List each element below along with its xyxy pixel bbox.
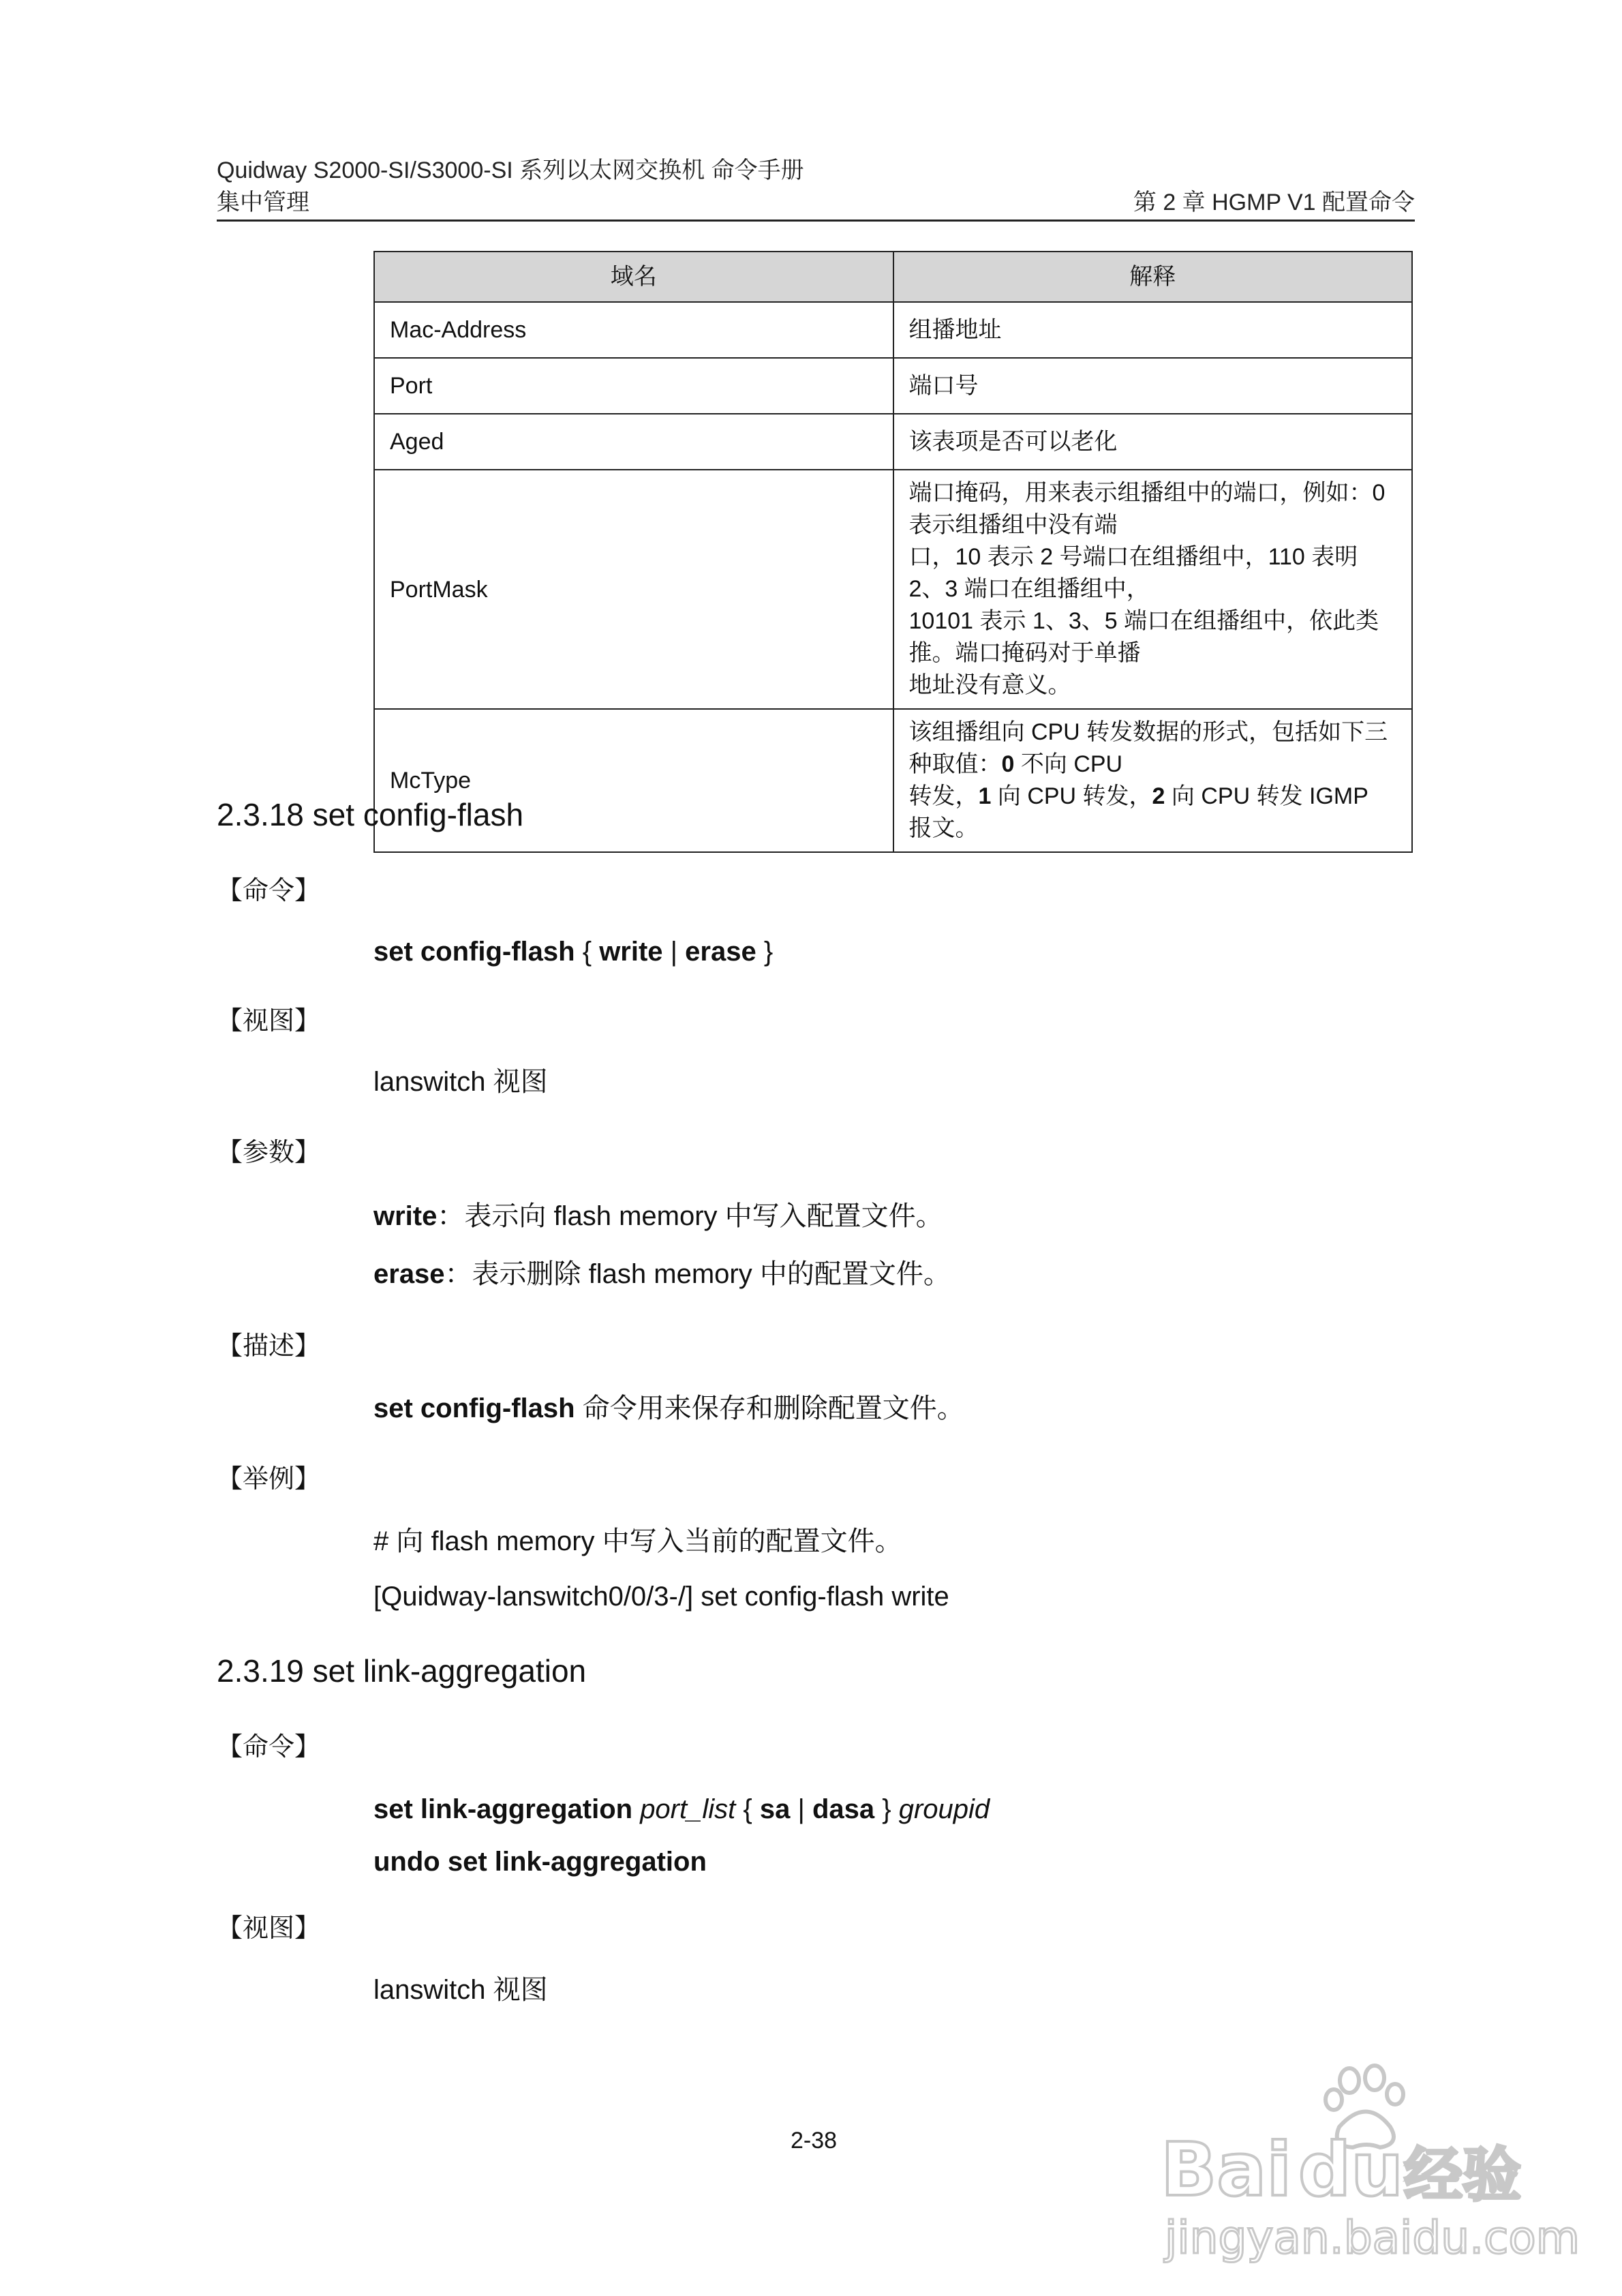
field-name-cell: Port	[374, 358, 893, 414]
desc-line: 地址没有意义。	[908, 672, 1071, 698]
section-title-set-link-aggregation: 2.3.19 set link-aggregation	[217, 1653, 587, 1689]
desc-line: 转发，1 向 CPU 转发，2 向 CPU 转发 IGMP 报文。	[908, 783, 1368, 841]
field-desc-cell: 组播地址	[893, 302, 1413, 358]
command-syntax: set config-flash { write | erase }	[373, 937, 774, 967]
label-description: 【描述】	[217, 1332, 321, 1361]
field-name-cell: PortMask	[374, 470, 893, 709]
page-number: 2-38	[791, 2128, 838, 2154]
table-row	[374, 414, 1412, 470]
field-desc-cell: 该表项是否可以老化	[893, 414, 1413, 470]
label-command: 【命令】	[217, 1733, 321, 1762]
label-view: 【视图】	[217, 1007, 321, 1036]
svg-text:du: du	[1298, 2128, 1404, 2213]
header-chapter: 第 2 章 HGMP V1 配置命令	[1133, 190, 1415, 215]
svg-text:经验: 经验	[1404, 2141, 1521, 2209]
view-text: lanswitch 视图	[373, 1067, 548, 1097]
label-command: 【命令】	[217, 877, 321, 905]
field-name-cell: Aged	[374, 414, 893, 470]
field-name-cell: McType	[374, 709, 893, 852]
desc-line: 端口掩码，用来表示组播组中的端口，例如：0 表示组播组中没有端	[908, 480, 1386, 538]
manual-title: Quidway S2000-SI/S3000-SI 系列以太网交换机 命令手册	[217, 157, 804, 183]
section-title-set-config-flash: 2.3.18 set config-flash	[217, 797, 524, 832]
view-text: lanswitch 视图	[373, 1975, 548, 2005]
table-row	[374, 358, 1412, 414]
table-row	[374, 709, 1412, 852]
svg-text:jingyan.baidu.com: jingyan.baidu.com	[1165, 2211, 1580, 2264]
svg-text:Bai: Bai	[1161, 2128, 1292, 2213]
example-comment: # 向 flash memory 中写入当前的配置文件。	[373, 1526, 902, 1556]
undo-command-syntax: undo set link-aggregation	[373, 1847, 707, 1877]
param-write: write：表示向 flash memory 中写入配置文件。	[373, 1201, 943, 1231]
field-description-table	[373, 251, 1413, 853]
field-desc-cell	[893, 709, 1413, 852]
desc-line: 口，10 表示 2 号端口在组播组中，110 表明 2、3 端口在组播组中，	[908, 544, 1358, 602]
example-command: [Quidway-lanswitch0/0/3-/] set config-flash write	[373, 1582, 949, 1612]
table-row	[374, 302, 1412, 358]
header-rule	[217, 220, 1415, 222]
table-row	[374, 470, 1412, 709]
field-name-cell: Mac-Address	[374, 302, 893, 358]
column-header-explanation: 解释	[893, 252, 1413, 302]
param-erase: erase：表示删除 flash memory 中的配置文件。	[373, 1259, 951, 1289]
description-text: set config-flash 命令用来保存和删除配置文件。	[373, 1393, 964, 1423]
command-syntax: set link-aggregation port_list { sa | dasa } groupid	[373, 1794, 990, 1824]
desc-line: 10101 表示 1、3、5 端口在组播组中，依此类推。端口掩码对于单播	[908, 608, 1379, 666]
field-desc-cell: 端口号	[893, 358, 1413, 414]
header-section-left: 集中管理	[217, 190, 309, 215]
table-header-row	[374, 252, 1412, 302]
baidu-jingyan-watermark	[1155, 2059, 1580, 2264]
column-header-field: 域名	[374, 252, 893, 302]
label-parameters: 【参数】	[217, 1138, 321, 1167]
label-example: 【举例】	[217, 1465, 321, 1494]
field-desc-cell	[893, 470, 1413, 709]
label-view: 【视图】	[217, 1914, 321, 1943]
desc-line: 该组播组向 CPU 转发数据的形式，包括如下三种取值：0 不向 CPU	[908, 719, 1388, 777]
